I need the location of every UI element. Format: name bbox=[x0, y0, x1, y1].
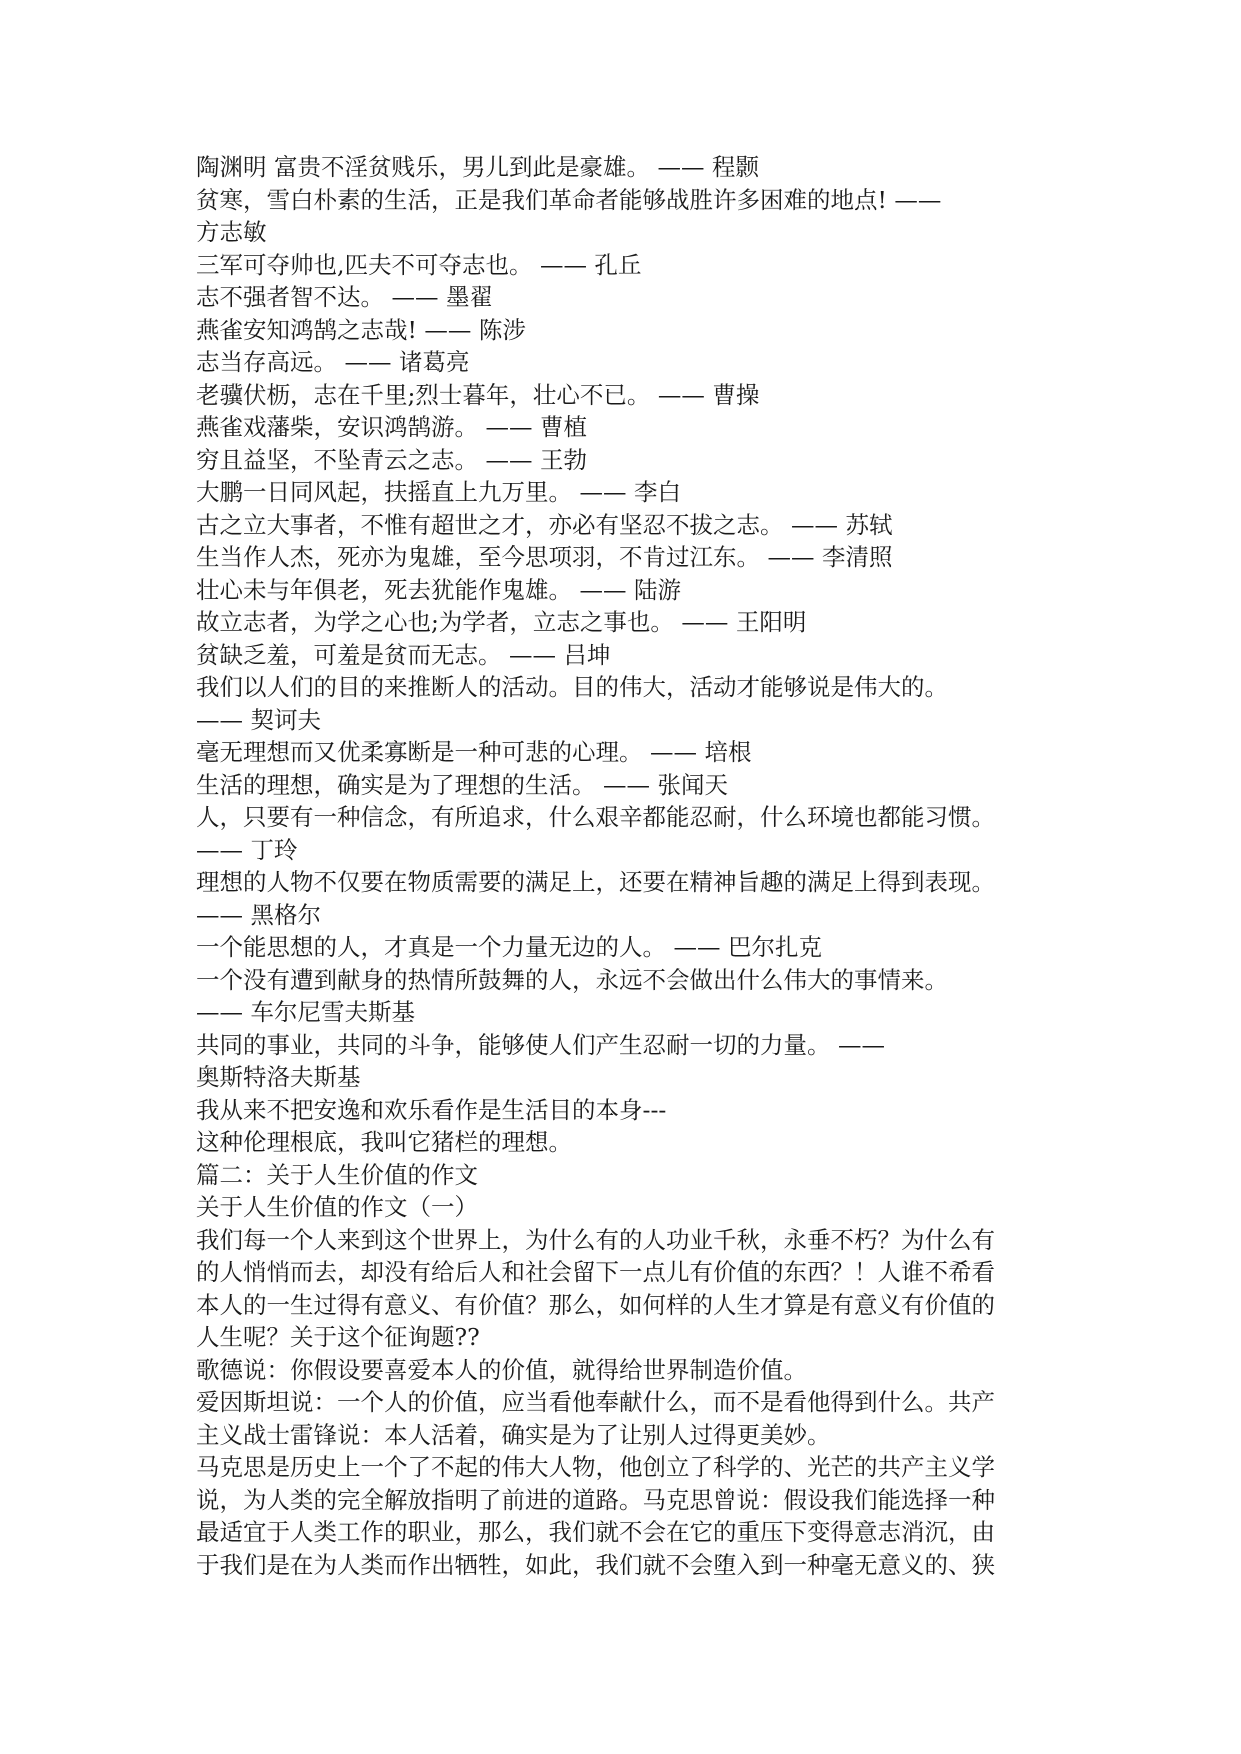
section-heading: 篇二：关于人生价值的作文 bbox=[196, 1160, 478, 1189]
document-body bbox=[196, 151, 1056, 1581]
text-line: 老骥伏枥，志在千里;烈士暮年，壮心不已。 —— 曹操 bbox=[196, 380, 760, 409]
text-line: 陶渊明 富贵不淫贫贱乐，男儿到此是豪雄。 —— 程颢 bbox=[196, 153, 759, 181]
text-line: 燕雀戏藩柴，安识鸿鹄游。 —— 曹植 bbox=[196, 413, 587, 441]
text-line: 歌德说：你假设要喜爱本人的价值，就得给世界制造价值。 bbox=[196, 1355, 807, 1384]
text-line: 爱因斯坦说：一个人的价值，应当看他奉献什么，而不是看他得到什么。共产 bbox=[196, 1388, 995, 1416]
text-line: 理想的人物不仅要在物质需要的满足上，还要在精神旨趣的满足上得到表现。 bbox=[196, 868, 995, 896]
text-line: 共同的事业，共同的斗争，能够使人们产生忍耐一切的力量。 —— bbox=[196, 1030, 885, 1059]
text-line: —— 车尔尼雪夫斯基 bbox=[196, 998, 415, 1026]
text-line: 故立志者，为学之心也;为学者，立志之事也。 —— 王阳明 bbox=[196, 608, 807, 636]
text-line: 人，只要有一种信念，有所追求，什么艰辛都能忍耐，什么环境也都能习惯。 bbox=[196, 803, 995, 831]
text-line: 主义战士雷锋说：本人活着，确实是为了让别人过得更美妙。 bbox=[196, 1420, 831, 1449]
text-line: 穷且益坚，不坠青云之志。 —— 王勃 bbox=[196, 445, 587, 474]
text-line: 贫缺乏羞，可羞是贫而无志。 —— 吕坤 bbox=[196, 640, 611, 669]
text-line: 奥斯特洛夫斯基 bbox=[196, 1063, 361, 1091]
text-line: 燕雀安知鸿鹄之志哉! —— 陈涉 bbox=[196, 315, 526, 344]
text-line: 志不强者智不达。 —— 墨翟 bbox=[196, 283, 493, 311]
text-line: —— 契诃夫 bbox=[196, 705, 321, 734]
text-line: 壮心未与年俱老，死去犹能作鬼雄。 —— 陆游 bbox=[196, 575, 681, 604]
text-line: 毫无理想而又优柔寡断是一种可悲的心理。 —— 培根 bbox=[196, 738, 752, 766]
text-line: 一个能思想的人，才真是一个力量无边的人。 —— 巴尔扎克 bbox=[196, 933, 822, 961]
text-line: 我们每一个人来到这个世界上，为什么有的人功业千秋，永垂不朽？为什么有 bbox=[196, 1225, 995, 1254]
text-line: 最适宜于人类工作的职业，那么，我们就不会在它的重压下变得意志消沉，由 bbox=[196, 1518, 995, 1546]
text-line: 志当存高远。 —— 诸葛亮 bbox=[196, 348, 470, 376]
essay-title: 关于人生价值的作文（一） bbox=[196, 1193, 478, 1221]
text-line: 三军可夺帅也,匹夫不可夺志也。 —— 孔丘 bbox=[196, 250, 642, 279]
text-line: 我从来不把安逸和欢乐看作是生活目的本身--- bbox=[196, 1095, 667, 1124]
text-line: 说，为人类的完全解放指明了前进的道路。马克思曾说：假设我们能选择一种 bbox=[196, 1485, 995, 1514]
text-line: —— 黑格尔 bbox=[196, 900, 321, 929]
text-line: 贫寒，雪白朴素的生活，正是我们革命者能够战胜许多困难的地点! —— bbox=[196, 185, 942, 214]
text-line: 本人的一生过得有意义、有价值？那么，如何样的人生才算是有意义有价值的 bbox=[196, 1290, 995, 1319]
text-line: 生活的理想，确实是为了理想的生活。 —— 张闻天 bbox=[196, 770, 728, 799]
text-line: —— 丁玲 bbox=[196, 835, 298, 864]
text-line: 马克思是历史上一个了不起的伟大人物，他创立了科学的、光芒的共产主义学 bbox=[196, 1453, 995, 1481]
text-line: 一个没有遭到献身的热情所鼓舞的人，永远不会做出什么伟大的事情来。 bbox=[196, 965, 948, 994]
text-line: 我们以人们的目的来推断人的活动。目的伟大，活动才能够说是伟大的。 bbox=[196, 673, 948, 701]
text-line: 古之立大事者，不惟有超世之才，亦必有坚忍不拔之志。 —— 苏轼 bbox=[196, 510, 893, 539]
text-line: 于我们是在为人类而作出牺牲，如此，我们就不会堕入到一种毫无意义的、狭 bbox=[196, 1550, 995, 1579]
text-line: 人生呢？关于这个征询题?? bbox=[196, 1323, 480, 1351]
text-line: 这种伦理根底，我叫它猪栏的理想。 bbox=[196, 1128, 572, 1156]
text-line: 生当作人杰，死亦为鬼雄，至今思项羽，不肯过江东。 —— 李清照 bbox=[196, 543, 893, 571]
text-line: 方志敏 bbox=[196, 218, 267, 246]
text-line: 的人悄悄而去，却没有给后人和社会留下一点儿有价值的东西？！人谁不希看 bbox=[196, 1258, 995, 1286]
text-line: 大鹏一日同风起，扶摇直上九万里。 —— 李白 bbox=[196, 478, 681, 506]
